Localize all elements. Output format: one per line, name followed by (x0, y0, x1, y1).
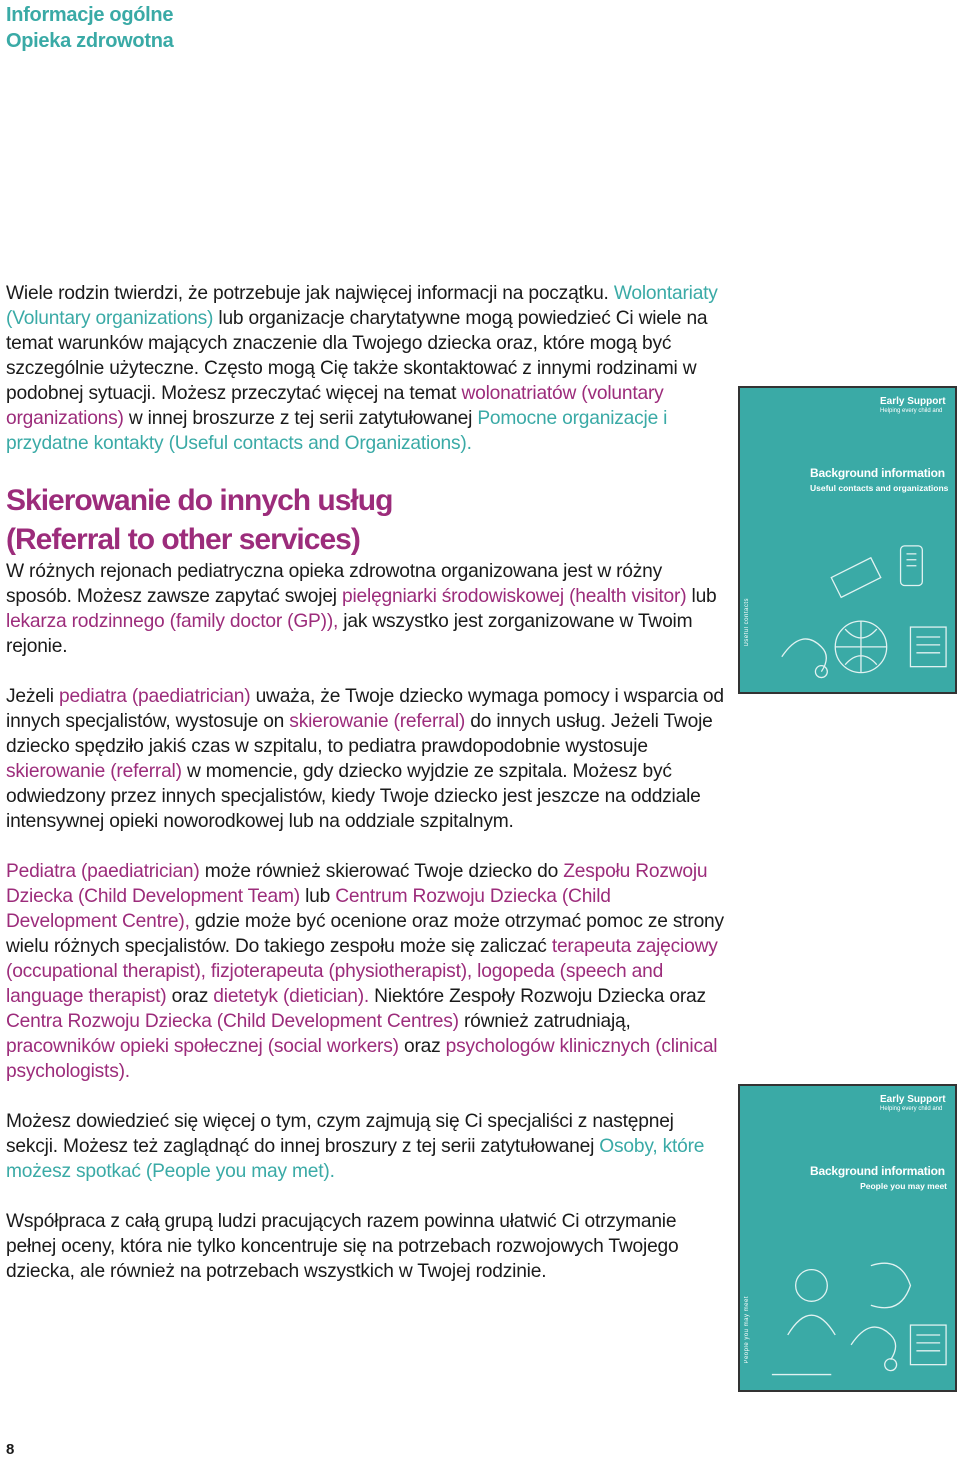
stethoscope-icon (782, 639, 827, 672)
paediatrician-paragraph (6, 684, 726, 834)
highlighted-term: Osoby, które możesz spotkać (People you may met). (6, 1136, 705, 1182)
booklet-brand: Early Support (880, 1094, 946, 1105)
booklet-spine-label: People you may meet (744, 1296, 750, 1364)
highlighted-term: logopeda (speech and language therapist) (6, 961, 664, 1007)
highlighted-term: dietetyk (dietician). (213, 986, 370, 1007)
text-run: do innych usług. Jeżeli Twoje dziecko spędziło jakiś czas w szpitalu, to pediatra prawdopodobnie wystosuje (6, 711, 713, 757)
highlighted-term: pielęgniarki środowiskowej (health visitor) (342, 586, 687, 607)
highlighted-term: Pediatra (paediatrician) (6, 861, 200, 882)
development-team-paragraph (6, 859, 726, 1084)
highlighted-term: Centrum Rozwoju Dziecka (Child Development Centre), (6, 886, 611, 932)
booklet-spine (740, 1086, 762, 1390)
text-run: uważa, że Twoje dziecko wymaga pomocy i wsparcia od innych specjalistów, wystosuje on (6, 686, 724, 732)
booklet-illustration (762, 538, 955, 692)
highlighted-term: psychologów klinicznych (clinical psychologists). (6, 1036, 718, 1082)
page-header (6, 2, 173, 54)
highlighted-term: Centra Rozwoju Dziecka (Child Development Centres) (6, 1011, 459, 1032)
text-run: Współpraca z całą grupą ludzi pracujących razem powinna ułatwić Ci otrzymanie pełnej oceny, która nie tylko koncentruje się na potrzebach rozwojowych Twojego dziecka, ale również na potrzebach wszystkich w Twojej rodzinie. (6, 1211, 679, 1282)
document-icon (910, 1325, 946, 1365)
section-heading-english: (Referral to other services) (6, 523, 360, 556)
highlighted-term: pediatra (paediatrician) (59, 686, 251, 707)
keypad-icon (906, 554, 916, 566)
booklet-cover-people-you-may-meet (738, 1084, 957, 1392)
highlighted-term: lekarza rodzinnego (family doctor (GP)), (6, 611, 339, 632)
text-run: lub organizacje charytatywne mogą powiedzieć Ci wiele na temat warunków mających znaczenie dla Twojego dziecka oraz, które mogą być szczególnie użyteczne. Często mogą Cię także skontaktować z innymi rodzinami w podobnej sytuacji. Możesz przeczytać więcej na temat (6, 308, 708, 404)
text-run: Możesz dowiedzieć się więcej o tym, czym zajmują się Ci specjaliści z następnej sekcji. Możesz też zaglądnąć do innej broszury z tej serii zatytułowanej (6, 1111, 674, 1157)
booklet-tagline: Helping every child and (880, 408, 943, 414)
person-icon (796, 1270, 828, 1302)
highlighted-term: Pomocne organizacje i przydatne kontakty (Useful contacts and Organizations). (6, 408, 668, 454)
text-run: oraz (398, 1036, 446, 1057)
header-subcategory: Opieka zdrowotna (6, 30, 174, 52)
text-run: lub (686, 586, 717, 607)
text-run: może również skierować Twoje dziecko do (199, 861, 564, 882)
page-number: 8 (6, 1441, 15, 1458)
section-heading-polish: Skierowanie do innych usług (6, 484, 393, 517)
highlighted-term: Wolontariaty (Voluntary organizations) (6, 283, 718, 329)
booklet-brand: Early Support (880, 396, 946, 407)
booklet-spine (740, 388, 762, 692)
highlighted-term: fizjoterapeuta (physiotherapist), (210, 961, 473, 982)
booklet-illustration (762, 1236, 955, 1390)
text-run: w innej broszurze z tej serii zatytułowanej (123, 408, 478, 429)
text-run: lub (299, 886, 336, 907)
text-run: również zatrudniają, (458, 1011, 631, 1032)
cooperation-paragraph (6, 1209, 726, 1284)
booklet-subtitle: People you may meet (860, 1181, 947, 1191)
booklet-cover-panel (762, 1086, 955, 1390)
more-info-paragraph (6, 1109, 726, 1184)
section-heading (6, 481, 726, 559)
main-content (6, 281, 726, 1284)
document-icon (910, 627, 946, 667)
hand-icon (871, 1263, 911, 1308)
text-run: Niektóre Zespoły Rozwoju Dziecka oraz (369, 986, 706, 1007)
highlighted-term: pracowników opieki społecznej (social workers) (6, 1036, 399, 1057)
highlighted-term: terapeuta zajęciowy (occupational therapist), (6, 936, 718, 982)
booklet-spine-label: Useful contacts (744, 598, 750, 647)
referral-intro-paragraph (6, 559, 726, 659)
header-category: Informacje ogólne (6, 4, 174, 26)
booklet-title: Background information (810, 1164, 945, 1178)
highlighted-term: Zespołu Rozwoju Dziecka (Child Development Team) (6, 861, 708, 907)
text-run: Jeżeli (6, 686, 59, 707)
booklet-tagline: Helping every child and (880, 1106, 943, 1112)
highlighted-term: skierowanie (referral) (6, 761, 182, 782)
text-run: jak wszystko jest zorganizowane w Twoim rejonie. (6, 611, 693, 657)
booklet-cover-panel (762, 388, 955, 692)
stethoscope-icon (851, 1327, 896, 1360)
text-run: Wiele rodzin twierdzi, że potrzebuje jak najwięcej informacji na początku. (6, 283, 614, 304)
highlighted-term: wolonatriatów (voluntary organizations) (6, 383, 664, 429)
book-icon (831, 558, 880, 598)
text-run: gdzie może być ocenione oraz może otrzymać pomoc ze strony wielu różnych specjalistów. Do takiego zespołu może się zaliczać (6, 911, 724, 957)
booklet-title: Background information (810, 466, 945, 480)
booklet-cover-useful-contacts (738, 386, 957, 694)
text-run: W różnych rejonach pediatryczna opieka zdrowotna organizowana jest w różny sposób. Możesz zawsze zapytać swojej (6, 561, 663, 607)
highlighted-term: skierowanie (referral) (289, 711, 466, 732)
text-run: w momencie, gdy dziecko wyjdzie ze szpitala. Możesz być odwiedzony przez innych specjalistów, kiedy Twoje dziecko jest jeszcze na oddziale intensywnej opieki noworodkowej lub na oddziale szpitalnym. (6, 761, 701, 832)
booklet-subtitle: Useful contacts and organizations (810, 483, 949, 493)
intro-paragraph (6, 281, 726, 456)
text-run: oraz (166, 986, 214, 1007)
